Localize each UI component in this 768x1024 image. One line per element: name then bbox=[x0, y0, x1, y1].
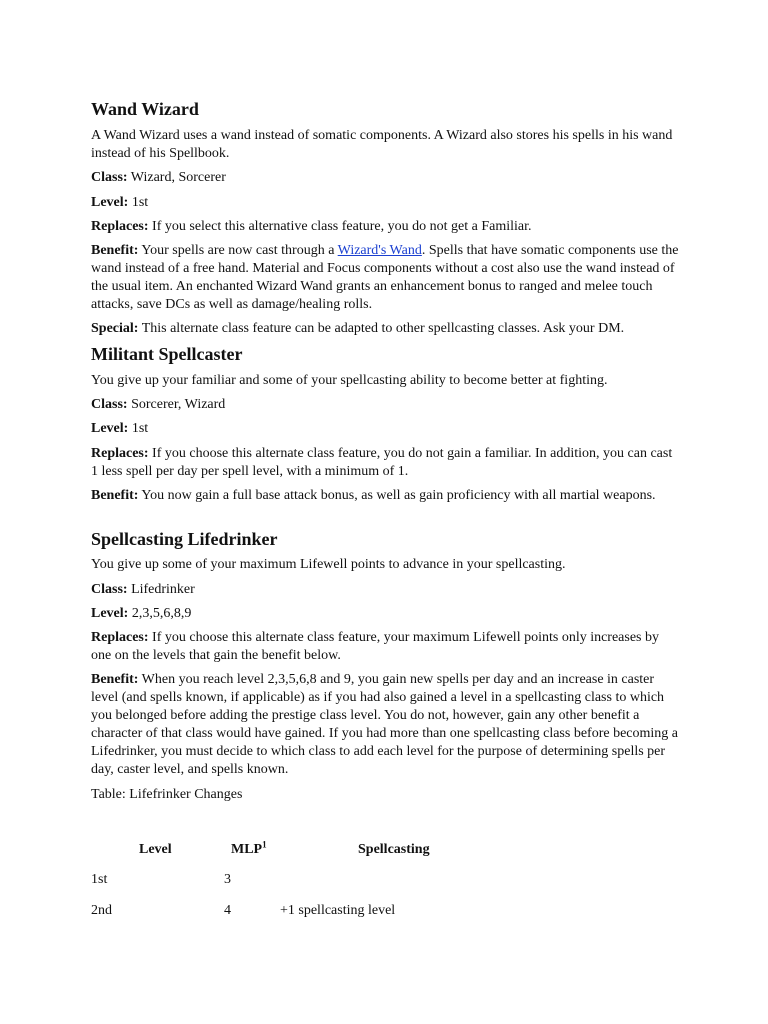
wizards-wand-link[interactable]: Wizard's Wand bbox=[337, 243, 422, 258]
table-header-mlp-text: MLP bbox=[231, 842, 263, 857]
militant-level bbox=[91, 420, 681, 438]
replaces-label: Replaces: bbox=[91, 219, 149, 234]
benefit-value: You now gain a full base attack bonus, as well as gain proficiency with all martial weapons. bbox=[138, 488, 656, 503]
benefit-label: Benefit: bbox=[91, 243, 139, 258]
level-value: 1st bbox=[128, 195, 149, 210]
benefit-value: When you reach level 2,3,5,6,8 and 9, you gain new spells per day and an increase in caster level (and spells known, if applicable) as if you had also gained a level in a spellcasting class to which you belonged before adding the prestige class level. You do not, however, gain any other benefit a character of that class would have gained. If you had more than one spellcasting class before becoming a Lifedrinker, you must decide to which class to add each level for the purpose of determining spells per day, caster level, and spells known. bbox=[91, 672, 679, 777]
class-value: Lifedrinker bbox=[127, 582, 195, 597]
section-title-wand-wizard: Wand Wizard bbox=[91, 99, 199, 119]
militant-benefit bbox=[91, 487, 681, 505]
table-header-mlp bbox=[231, 841, 267, 859]
special-label: Special: bbox=[91, 321, 139, 336]
wand-wizard-intro: A Wand Wizard uses a wand instead of somatic components. A Wizard also stores his spells in his wand instead of his Spellbook. bbox=[91, 128, 673, 161]
benefit-label: Benefit: bbox=[91, 488, 139, 503]
table-row-1-level: 1st bbox=[91, 872, 108, 887]
level-value: 2,3,5,6,8,9 bbox=[128, 606, 192, 621]
militant-intro: You give up your familiar and some of your spellcasting ability to become better at fighting. bbox=[91, 373, 608, 388]
special-value: This alternate class feature can be adapted to other spellcasting classes. Ask your DM. bbox=[138, 321, 625, 336]
militant-class bbox=[91, 396, 681, 414]
militant-replaces bbox=[91, 445, 681, 481]
table-header-level: Level bbox=[139, 842, 172, 857]
section-title-militant-spellcaster: Militant Spellcaster bbox=[91, 344, 243, 364]
class-label: Class: bbox=[91, 582, 128, 597]
replaces-value: If you choose this alternate class feature, your maximum Lifewell points only increases by one on the levels that gain the benefit below. bbox=[91, 630, 660, 663]
table-row-2-spellcasting: +1 spellcasting level bbox=[280, 903, 396, 918]
benefit-label: Benefit: bbox=[91, 672, 139, 687]
level-label: Level: bbox=[91, 195, 129, 210]
table-row-1-mlp: 3 bbox=[224, 872, 231, 887]
class-value: Sorcerer, Wizard bbox=[127, 397, 226, 412]
benefit-text-post: . Spells that have somatic components use the wand instead of a free hand. Material and Focus components without a cost also use the wand instead of the usual item. An enchanted Wizard Wand grants an enhancement bonus to ranged and melee touch attacks, save DCs as well as damage/healing rolls. bbox=[91, 243, 679, 312]
wand-wizard-replaces bbox=[91, 218, 681, 236]
replaces-value: If you choose this alternate class feature, you do not gain a familiar. In addition, you can cast 1 less spell per day per spell level, with a minimum of 1. bbox=[91, 446, 673, 479]
lifedrinker-level bbox=[91, 605, 681, 623]
table-row-2-level: 2nd bbox=[91, 903, 112, 918]
level-label: Level: bbox=[91, 606, 129, 621]
lifedrinker-benefit bbox=[91, 671, 681, 779]
section-title-spellcasting-lifedrinker: Spellcasting Lifedrinker bbox=[91, 529, 278, 549]
table-header-mlp-footnote: 1 bbox=[262, 839, 267, 850]
level-label: Level: bbox=[91, 421, 129, 436]
table-caption: Table: Lifefrinker Changes bbox=[91, 787, 243, 802]
wand-wizard-level bbox=[91, 194, 681, 212]
class-label: Class: bbox=[91, 397, 128, 412]
level-value: 1st bbox=[128, 421, 149, 436]
table-header-spellcasting: Spellcasting bbox=[358, 842, 430, 857]
replaces-value: If you select this alternative class feature, you do not get a Familiar. bbox=[148, 219, 532, 234]
wand-wizard-class bbox=[91, 169, 681, 187]
replaces-label: Replaces: bbox=[91, 446, 149, 461]
class-label: Class: bbox=[91, 170, 128, 185]
benefit-text-pre: Your spells are now cast through a bbox=[138, 243, 338, 258]
lifedrinker-class bbox=[91, 581, 681, 599]
wand-wizard-special bbox=[91, 320, 681, 338]
replaces-label: Replaces: bbox=[91, 630, 149, 645]
wand-wizard-benefit bbox=[91, 242, 681, 314]
table-row-2-mlp: 4 bbox=[224, 903, 231, 918]
lifedrinker-replaces bbox=[91, 629, 681, 665]
class-value: Wizard, Sorcerer bbox=[127, 170, 226, 185]
lifedrinker-intro: You give up some of your maximum Lifewell points to advance in your spellcasting. bbox=[91, 557, 566, 572]
